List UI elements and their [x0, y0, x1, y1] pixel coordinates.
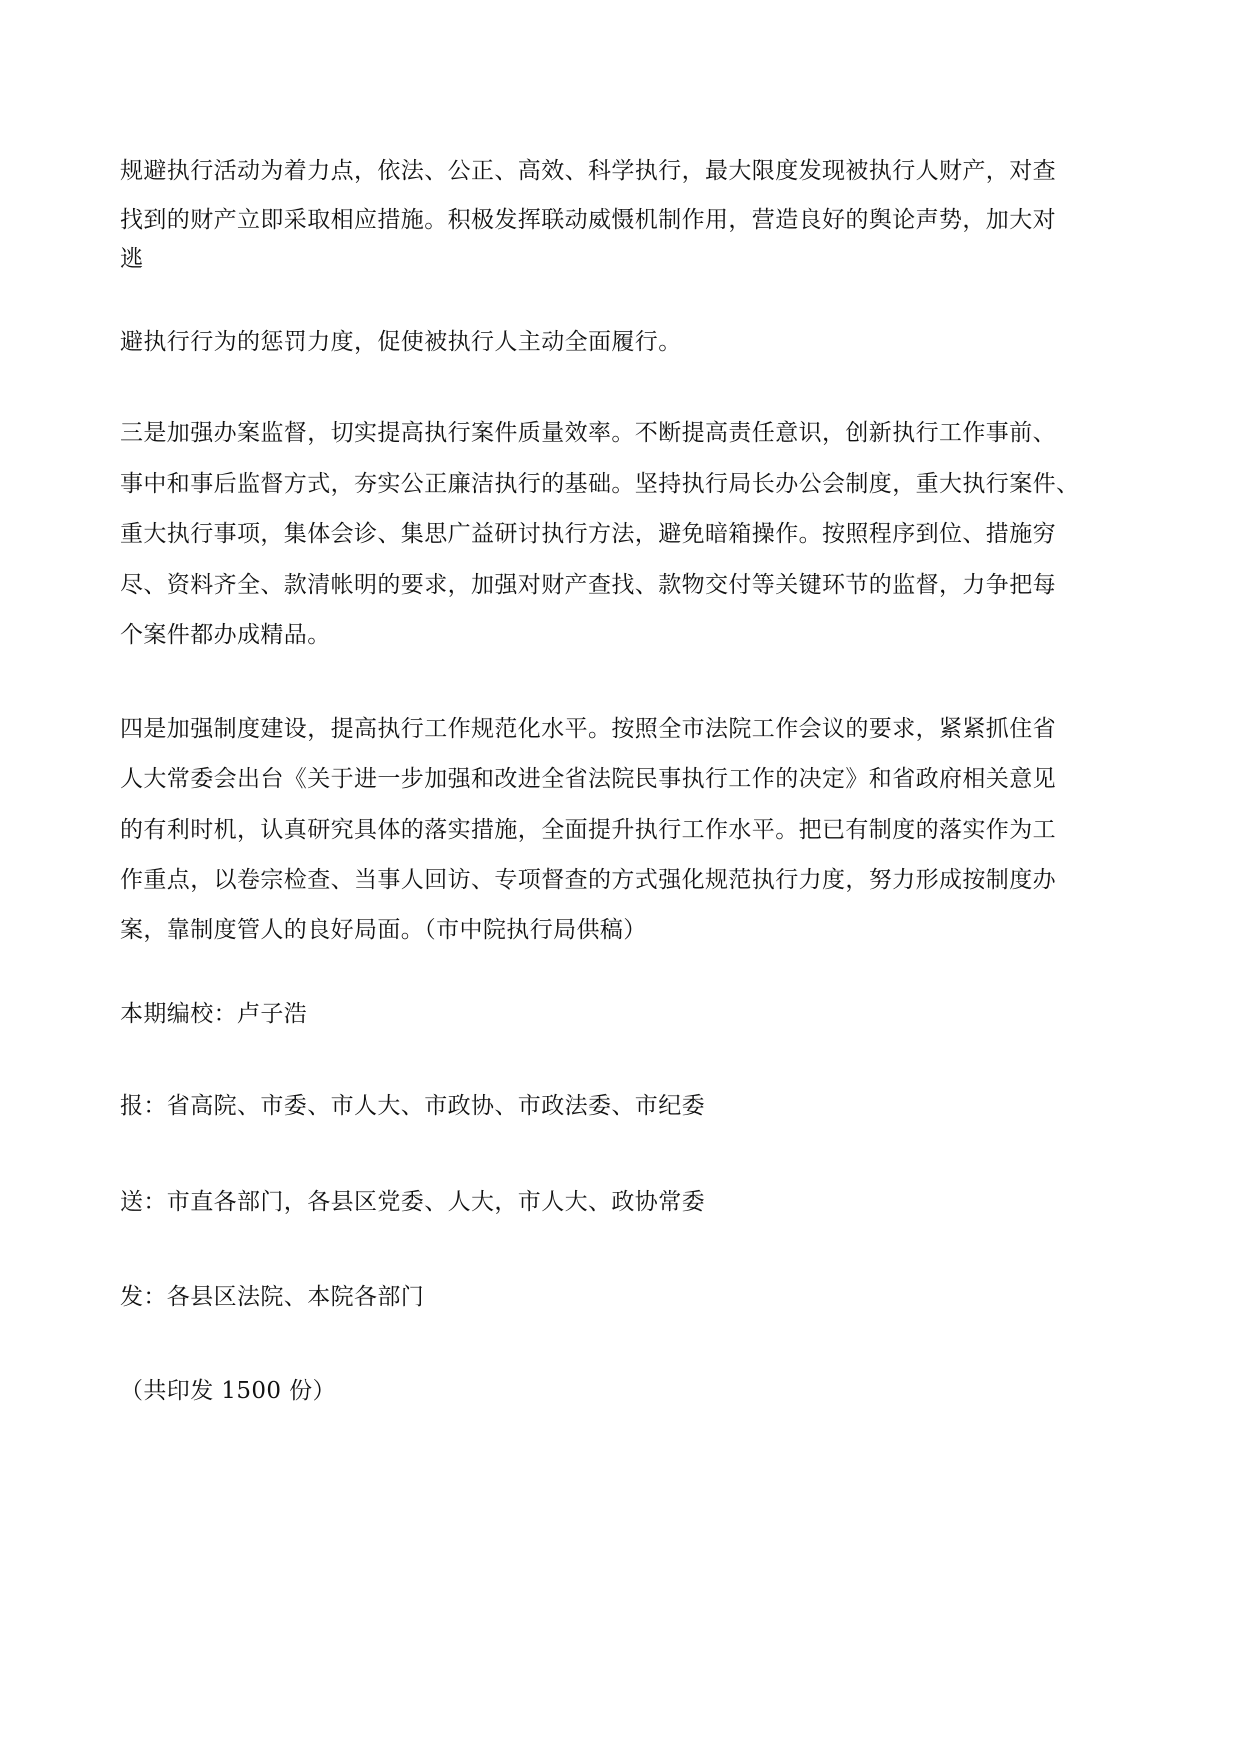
paragraph-1-line-3: 逃 [120, 246, 144, 272]
paragraph-1-line-2: 找到的财产立即采取相应措施。积极发挥联动威慑机制作用，营造良好的舆论声势，加大对 [120, 207, 1056, 233]
paragraph-4-line-2: 人大常委会出台《关于进一步加强和改进全省法院民事执行工作的决定》和省政府相关意见 [120, 766, 1056, 792]
send-to-line: 送：市直各部门，各县区党委、人大，市人大、政协常委 [120, 1189, 705, 1215]
paragraph-3-line-1: 三是加强办案监督，切实提高执行案件质量效率。不断提高责任意识，创新执行工作事前、 [120, 420, 1056, 446]
print-count: （共印发 1500 份） [120, 1378, 336, 1404]
paragraph-3-line-5: 个案件都办成精品。 [120, 622, 331, 648]
paragraph-3-line-2: 事中和事后监督方式，夯实公正廉洁执行的基础。坚持执行局长办公会制度，重大执行案件、 [120, 471, 1080, 497]
paragraph-4-line-5: 案，靠制度管人的良好局面。（市中院执行局供稿） [120, 917, 647, 943]
distribute-to-line: 发：各县区法院、本院各部门 [120, 1284, 425, 1310]
paragraph-4-line-4: 作重点，以卷宗检查、当事人回访、专项督查的方式强化规范执行力度，努力形成按制度办 [120, 867, 1056, 893]
paragraph-2-line-1: 避执行行为的惩罚力度，促使被执行人主动全面履行。 [120, 329, 682, 355]
report-to-line: 报：省高院、市委、市人大、市政协、市政法委、市纪委 [120, 1093, 705, 1119]
paragraph-4-line-3: 的有利时机，认真研究具体的落实措施，全面提升执行工作水平。把已有制度的落实作为工 [120, 817, 1056, 843]
paragraph-4-line-1: 四是加强制度建设，提高执行工作规范化水平。按照全市法院工作会议的要求，紧紧抓住省 [120, 716, 1056, 742]
paragraph-3-line-3: 重大执行事项，集体会诊、集思广益研讨执行方法，避免暗箱操作。按照程序到位、措施穷 [120, 521, 1056, 547]
paragraph-1-line-1: 规避执行活动为着力点，依法、公正、高效、科学执行，最大限度发现被执行人财产，对查 [120, 158, 1056, 184]
paragraph-3-line-4: 尽、资料齐全、款清帐明的要求，加强对财产查找、款物交付等关键环节的监督，力争把每 [120, 572, 1056, 598]
editor-credit: 本期编校：卢子浩 [120, 1001, 308, 1027]
